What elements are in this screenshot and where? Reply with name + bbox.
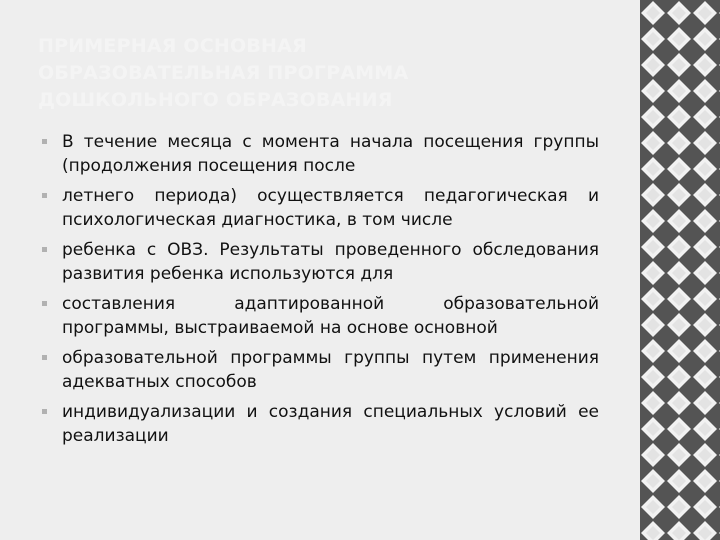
bullet-item [42, 184, 599, 232]
bullet-text: образовательной программы группы путем применения адекватных способов [62, 348, 599, 392]
bullet-marker-icon [42, 409, 47, 414]
bullet-item [42, 346, 599, 394]
bullet-item [42, 400, 599, 448]
bullet-text: индивидуализации и создания специальных условий ее реализации [62, 402, 599, 446]
bullet-item [42, 238, 599, 286]
bullet-text: составления адаптированной образовательной программы, выстраиваемой на основе основной [62, 294, 599, 338]
title-line-2: ОБРАЗОВАТЕЛЬНАЯ ПРОГРАММА [38, 62, 409, 84]
slide-title [38, 33, 598, 114]
bullet-item [42, 130, 599, 178]
bullet-marker-icon [42, 193, 47, 198]
bullet-marker-icon [42, 139, 47, 144]
title-line-3: ДОШКОЛЬНОГО ОБРАЗОВАНИЯ [38, 89, 393, 111]
bullet-list [42, 130, 599, 454]
bullet-marker-icon [42, 301, 47, 306]
bullet-text: ребенка с ОВЗ. Результаты проведенного обследования развития ребенка используются для [62, 240, 599, 284]
bullet-text: летнего периода) осуществляется педагогическая и психологическая диагностика, в том числе [62, 186, 599, 230]
bullet-item [42, 292, 599, 340]
bullet-marker-icon [42, 355, 47, 360]
title-line-1: ПРИМЕРНАЯ ОСНОВНАЯ [38, 35, 307, 57]
decorative-pattern-strip [640, 0, 720, 540]
bullet-marker-icon [42, 247, 47, 252]
diamond-pattern-icon [640, 0, 720, 540]
bullet-text: В течение месяца с момента начала посещения группы (продолжения посещения после [62, 132, 599, 176]
